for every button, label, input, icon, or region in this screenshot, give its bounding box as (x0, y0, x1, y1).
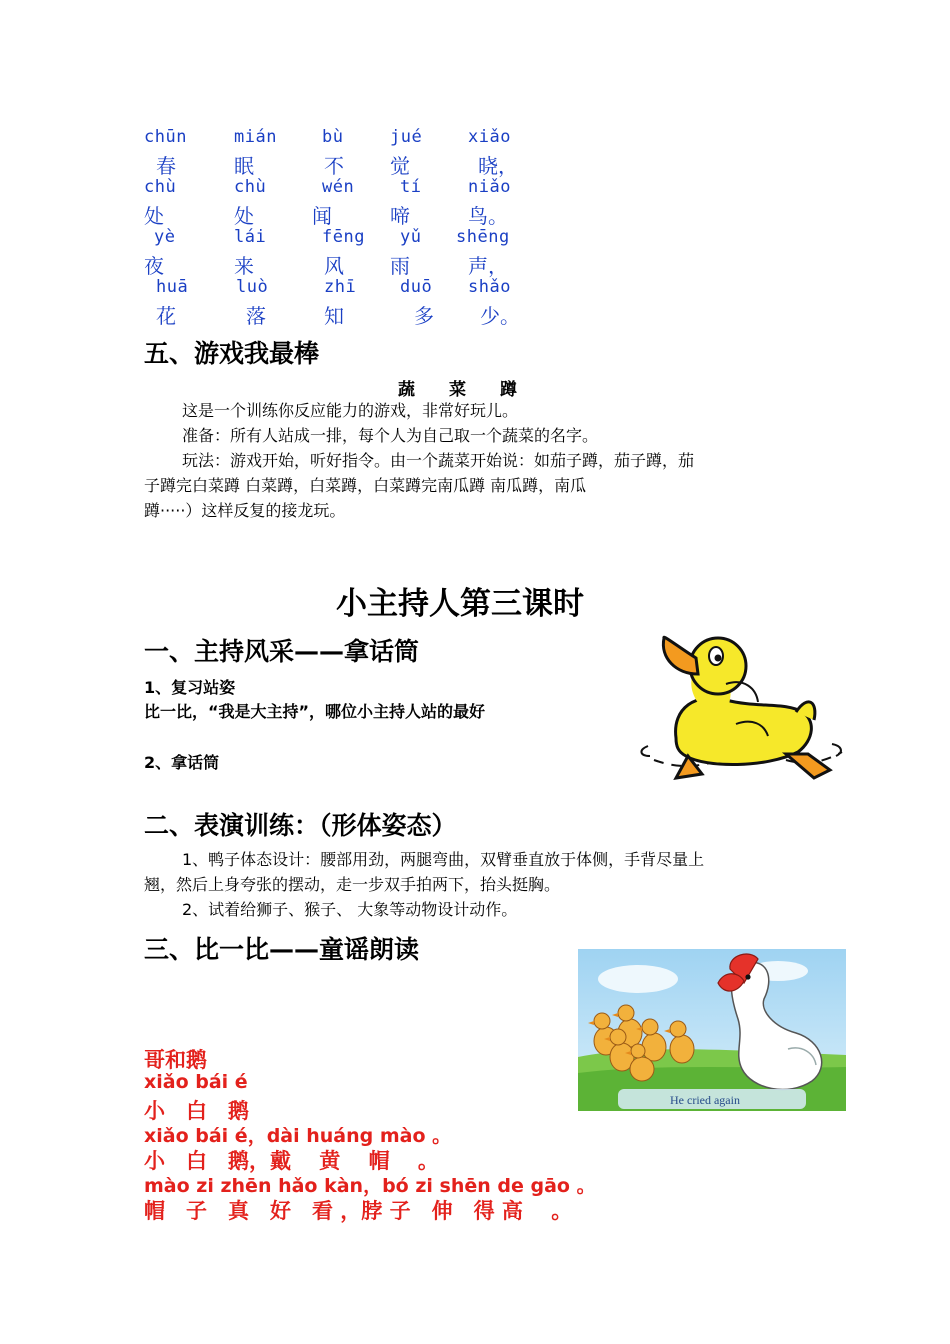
pinyin: lái (234, 227, 267, 247)
poem-pinyin-row-2 (144, 177, 544, 199)
hanzi: 落 (246, 304, 266, 328)
animal-actions: 2、试着给狮子、猴子、 大象等动物设计动作。 (182, 900, 518, 919)
poem-pinyin-row-1 (144, 127, 544, 149)
pinyin: tí (400, 177, 422, 197)
poem-hanzi-row-1 (144, 150, 564, 176)
hanzi: 声， (468, 254, 508, 278)
game-preparation: 准备：所有人站成一排，每个人为自己取一个蔬菜的名字。 (182, 426, 599, 445)
rhyme-line: 帽 子 真 好 看 ，脖 子 伸 得 高 。 (144, 1199, 573, 1223)
item-review-stance: 1、复习站姿 (144, 678, 236, 697)
item-hold-microphone: 2、拿话筒 (144, 753, 220, 772)
section-heading-rhyme: 三、比一比——童谣朗读 (144, 935, 420, 964)
hanzi: 花 (156, 304, 176, 328)
pinyin: yǔ (400, 227, 422, 247)
pinyin: chù (234, 177, 267, 197)
section-heading-performance: 二、表演训练：（形体姿态） (144, 811, 457, 840)
hanzi: 来 (234, 254, 254, 278)
game-rules-line-1: 玩法：游戏开始，听好指令。由一个蔬菜开始说：如茄子蹲，茄子蹲，茄 (182, 451, 695, 470)
goose-picture (578, 949, 846, 1111)
duck-posture-line-2: 翘，然后上身夸张的摆动，走一步双手拍两下，抬头挺胸。 (144, 875, 561, 894)
pinyin: bù (322, 127, 344, 147)
goose-caption: He cried again (670, 1093, 740, 1107)
hanzi: 夜 (144, 254, 164, 278)
game-title: 蔬 菜 蹲 (398, 380, 517, 400)
pinyin: xiǎo (468, 127, 511, 147)
pinyin: fēng (322, 227, 365, 247)
pinyin: chūn (144, 127, 187, 147)
rhyme-line: xiǎo bái é，dài huáng mào 。 (144, 1125, 452, 1147)
game-intro: 这是一个训练你反应能力的游戏，非常好玩儿。 (182, 401, 519, 420)
hanzi: 多 (414, 304, 434, 328)
duck-posture-line-1: 1、鸭子体态设计：腰部用劲，两腿弯曲，双臂垂直放于体侧，手背尽量上 (182, 850, 705, 869)
rhyme-line: 小 白 鹅 (144, 1099, 249, 1123)
hanzi: 闻 (312, 204, 332, 228)
hanzi: 风 (324, 254, 344, 278)
pinyin: zhī (324, 277, 357, 297)
hanzi: 少。 (480, 304, 520, 328)
game-rules-line-2: 子蹲完白菜蹲 白菜蹲，白菜蹲，白菜蹲完南瓜蹲 南瓜蹲，南瓜 (144, 476, 587, 495)
hanzi: 啼 (390, 204, 410, 228)
section-heading-game: 五、游戏我最棒 (144, 339, 320, 368)
hanzi: 雨 (390, 254, 410, 278)
rhyme-line: 小 白 鹅，戴 黄 帽 。 (144, 1149, 439, 1173)
pinyin: mián (234, 127, 277, 147)
pinyin: shēng (456, 227, 510, 247)
poem-hanzi-row-4 (144, 300, 564, 326)
rhyme-title: 哥和鹅 (144, 1048, 207, 1072)
pinyin: luò (236, 277, 269, 297)
goose-illustration (578, 949, 846, 1111)
game-rules-line-3: 蹲·····）这样反复的接龙玩。 (144, 501, 346, 520)
pinyin: wén (322, 177, 355, 197)
pinyin: niǎo (468, 177, 511, 197)
hanzi: 春 (156, 154, 176, 178)
pinyin: yè (154, 227, 176, 247)
pinyin: huā (156, 277, 189, 297)
poem-hanzi-row-2 (144, 200, 564, 226)
pinyin: jué (390, 127, 423, 147)
rhyme-line: xiǎo bái é (144, 1071, 248, 1093)
section-heading-microphone: 一、主持风采——拿话筒 (144, 637, 420, 666)
pinyin: shǎo (468, 277, 511, 297)
pinyin: duō (400, 277, 433, 297)
item-review-stance-text: 比一比，“我是大主持”，哪位小主持人站的最好 (144, 702, 486, 721)
page-title: 小主持人第三课时 (336, 586, 584, 622)
poem-pinyin-row-4 (144, 277, 544, 299)
hanzi: 处 (234, 204, 254, 228)
duck-illustration (636, 628, 848, 796)
hanzi: 晓， (478, 154, 518, 178)
hanzi: 觉 (390, 154, 410, 178)
poem-pinyin-row-3 (144, 227, 544, 249)
pinyin: chù (144, 177, 177, 197)
rhyme-line: mào zi zhēn hǎo kàn，bó zi shēn de gāo 。 (144, 1175, 596, 1197)
hanzi: 不 (324, 154, 344, 178)
hanzi: 知 (324, 304, 344, 328)
hanzi: 眠 (234, 154, 254, 178)
hanzi: 鸟。 (468, 204, 508, 228)
poem-hanzi-row-3 (144, 250, 564, 276)
hanzi: 处 (144, 204, 164, 228)
